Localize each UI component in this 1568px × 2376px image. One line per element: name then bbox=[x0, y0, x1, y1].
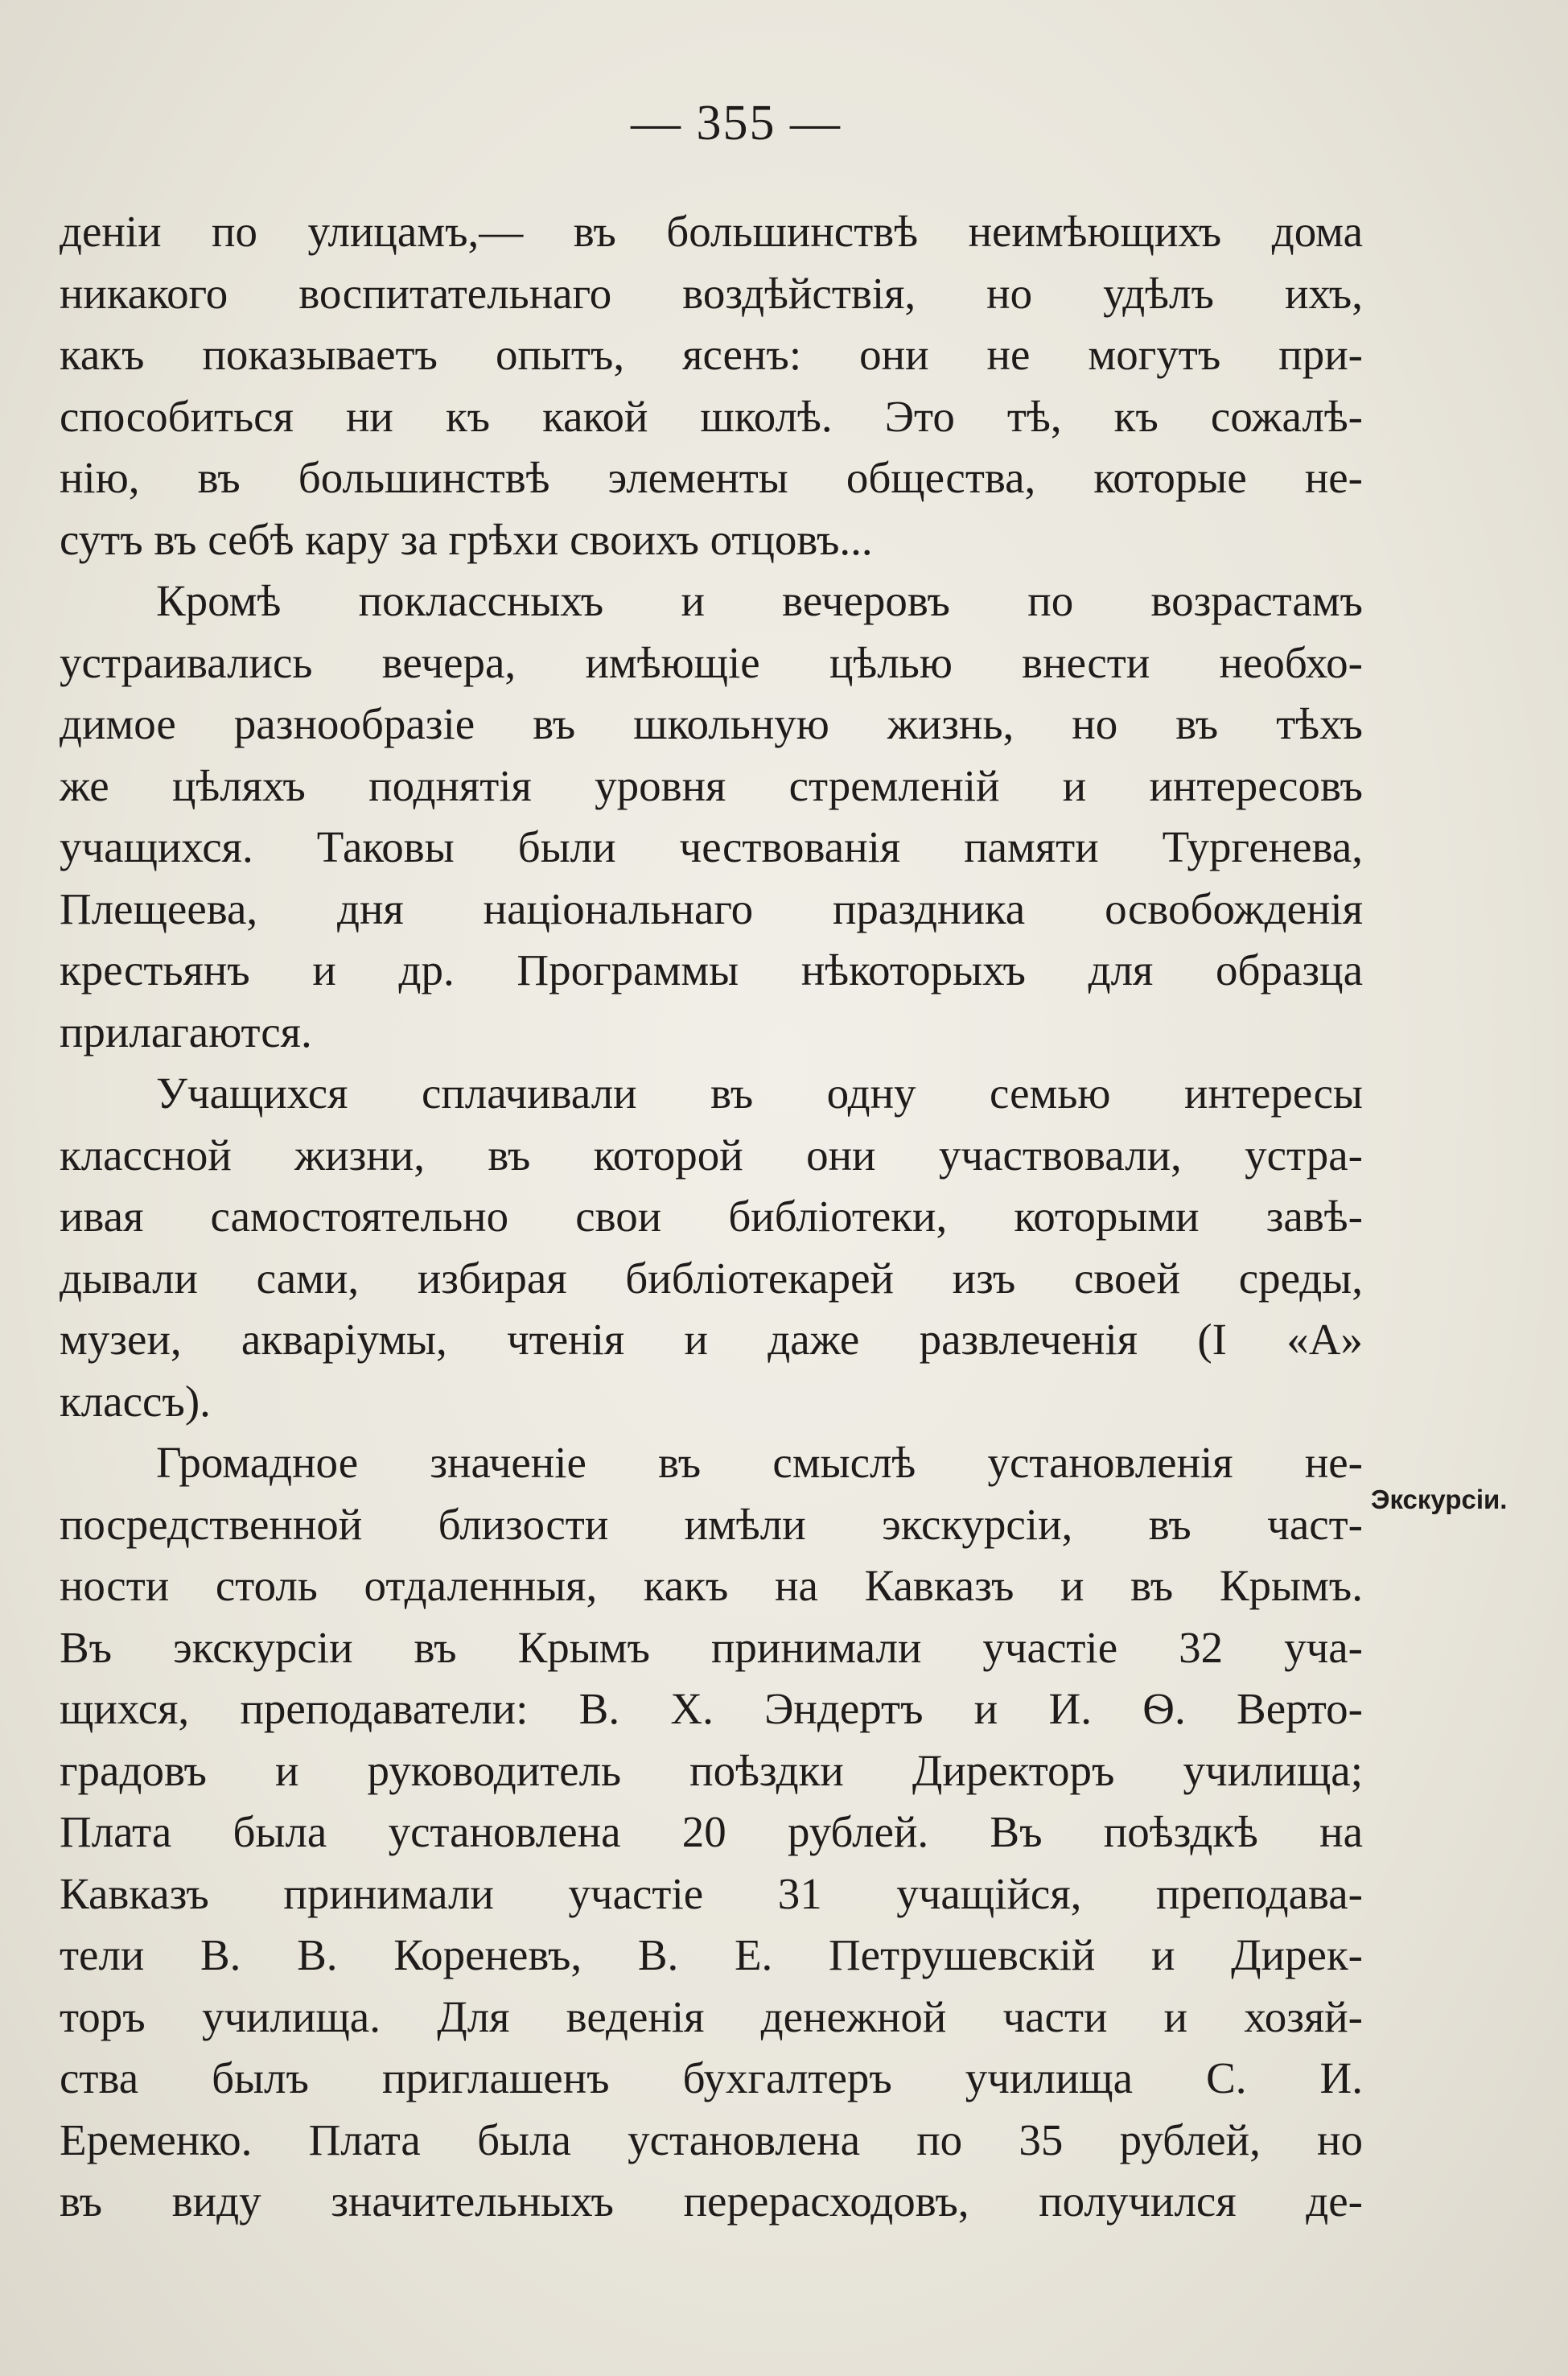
body-text bbox=[60, 201, 1363, 2233]
text-line: музеи, акваріумы, чтенія и даже развлеченія (I «А» bbox=[60, 1315, 1363, 1364]
text-line: Плещеева, дня національнаго праздника освобожденія bbox=[60, 883, 1363, 933]
text-line: прилагаются. bbox=[60, 1007, 312, 1056]
text-line: Кавказъ принимали участіе 31 учащійся, преподава- bbox=[60, 1868, 1363, 1918]
paragraph-3 bbox=[60, 1063, 1363, 1432]
text-line: Учащихся сплачивали въ одну семью интересы bbox=[156, 1069, 1363, 1118]
text-line: дывали сами, избирая библіотекарей изъ своей среды, bbox=[60, 1253, 1363, 1303]
text-line: торъ училища. Для веденія денежной части и хозяй- bbox=[60, 1991, 1363, 2041]
text-line: въ виду значительныхъ перерасходовъ, получился де- bbox=[60, 2176, 1363, 2226]
text-line: щихся, преподаватели: В. Х. Эндертъ и И. Ѳ. Верто- bbox=[60, 1684, 1363, 1733]
text-line: крестьянъ и др. Программы нѣкоторыхъ для образца bbox=[60, 945, 1363, 994]
paragraph-2 bbox=[60, 570, 1363, 1063]
text-line: тели В. В. Кореневъ, В. Е. Петрушевскій и Дирек- bbox=[60, 1930, 1363, 1979]
text-line: учащихся. Таковы были чествованія памяти Тургенева, bbox=[60, 822, 1363, 871]
text-line: Плата была установлена 20 рублей. Въ поѣздкѣ на bbox=[60, 1807, 1363, 1856]
text-line: ивая самостоятельно свои библіотеки, которыми завѣ- bbox=[60, 1192, 1363, 1241]
text-line: Еременко. Плата была установлена по 35 рублей, но bbox=[60, 2115, 1363, 2164]
text-line: сутъ въ себѣ кару за грѣхи своихъ отцовъ... bbox=[60, 514, 873, 564]
margin-note: Экскурсіи. bbox=[1371, 1484, 1508, 1514]
text-line: классъ). bbox=[60, 1376, 211, 1426]
text-line: Въ экскурсіи въ Крымъ принимали участіе 32 уча- bbox=[60, 1622, 1363, 1672]
paragraph-1 bbox=[60, 201, 1363, 570]
text-line: же цѣляхъ поднятія уровня стремленій и интересовъ bbox=[60, 760, 1363, 810]
text-line: димое разнообразіе въ школьную жизнь, но въ тѣхъ bbox=[60, 699, 1363, 748]
text-line: нію, въ большинствѣ элементы общества, которые не- bbox=[60, 453, 1363, 502]
text-line: Громадное значеніе въ смыслѣ установленія не- bbox=[156, 1438, 1363, 1487]
text-line: деніи по улицамъ,— въ большинствѣ неимѣющихъ дома bbox=[60, 207, 1363, 256]
text-line: посредственной близости имѣли экскурсіи, въ част- bbox=[60, 1499, 1363, 1549]
text-line: Кромѣ поклассныхъ и вечеровъ по возрастамъ bbox=[156, 576, 1363, 625]
text-line: классной жизни, въ которой они участвовали, устра- bbox=[60, 1130, 1363, 1180]
text-line: ности столь отдаленныя, какъ на Кавказъ и въ Крымъ. bbox=[60, 1561, 1363, 1610]
paragraph-4 bbox=[60, 1432, 1363, 2233]
page-number: — 355 — bbox=[631, 96, 842, 150]
text-line: ства былъ приглашенъ бухгалтеръ училища С. И. bbox=[60, 2053, 1363, 2102]
text-line: какъ показываетъ опытъ, ясенъ: они не могутъ при- bbox=[60, 330, 1363, 379]
text-line: устраивались вечера, имѣющіе цѣлью внести необхо- bbox=[60, 637, 1363, 687]
text-line: никакого воспитательнаго воздѣйствія, но удѣлъ ихъ, bbox=[60, 268, 1363, 318]
text-line: градовъ и руководитель поѣздки Директоръ училища; bbox=[60, 1745, 1363, 1795]
text-line: способиться ни къ какой школѣ. Это тѣ, къ сожалѣ- bbox=[60, 391, 1363, 441]
